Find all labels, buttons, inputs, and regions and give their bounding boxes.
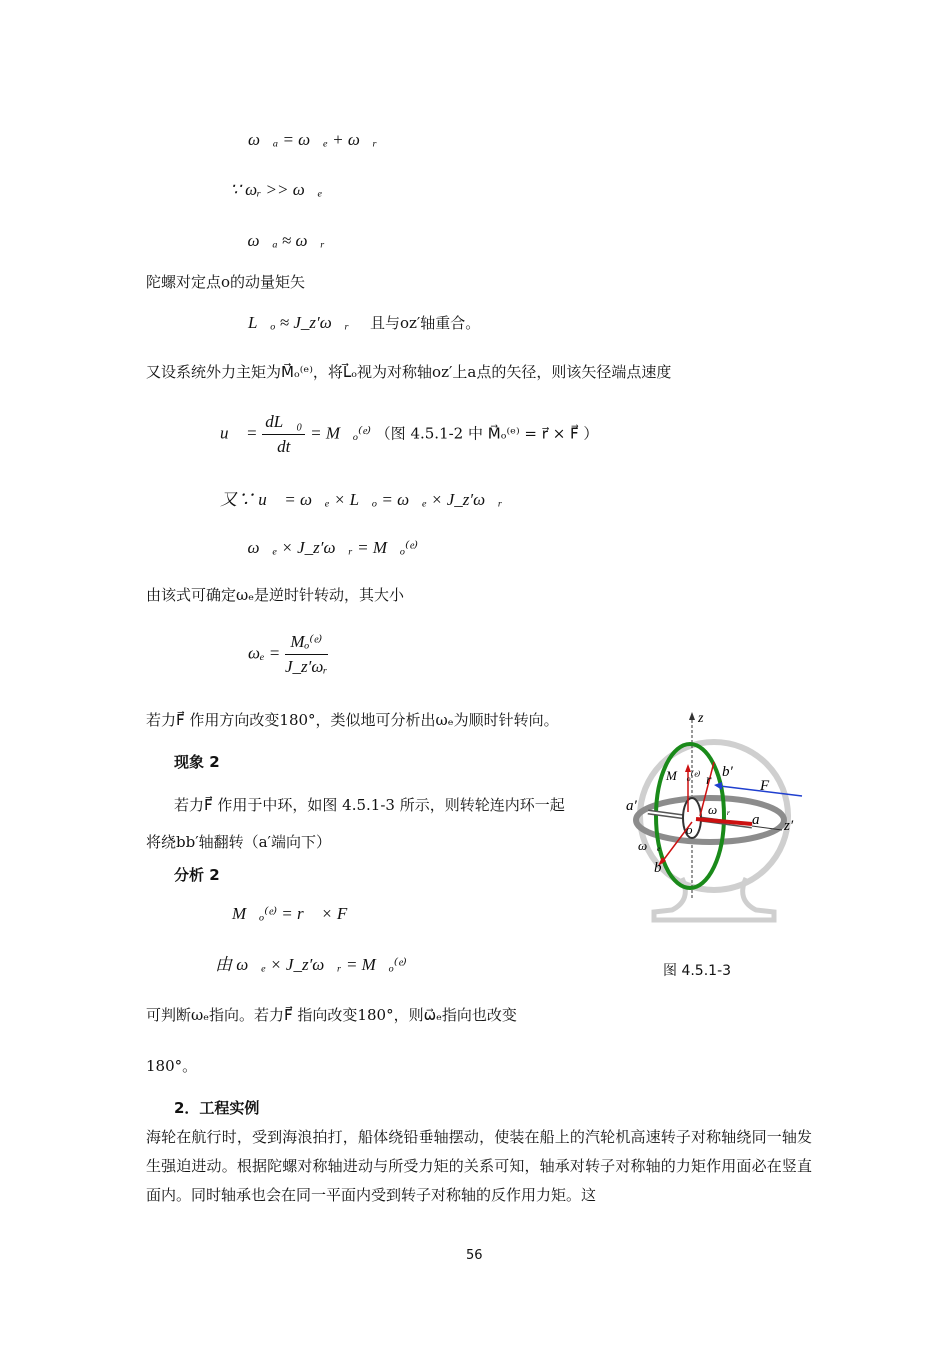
- figure-caption: 图 4.5.1-3: [663, 963, 732, 979]
- equation-u-cross: 又∵ u⃗ = ω⃗ₑ × L⃗ₒ = ω⃗ₑ × J_z′ω⃗ᵣ: [220, 490, 503, 509]
- equation-u-lhs: u⃗ =: [220, 423, 258, 443]
- heading-engineering-example: 2．工程实例: [174, 1099, 260, 1117]
- fraction-denominator: J_z′ωᵣ: [284, 657, 328, 676]
- text-line-180-degree: 180°。: [146, 1057, 198, 1075]
- page-number: 56: [466, 1248, 483, 1263]
- fraction-numerator: Mₒ⁽ᵉ⁾: [285, 630, 328, 655]
- figure-label-F: F⃗: [760, 778, 781, 794]
- equation-L-o-line: [248, 313, 480, 333]
- figure-label-b: b: [654, 860, 662, 876]
- figure-z-arrowhead: [689, 712, 695, 720]
- fraction-denominator: dt: [277, 437, 291, 456]
- equation-omega-e-lhs: ωₑ =: [248, 643, 281, 663]
- equation-omega-e-magnitude: [248, 630, 328, 679]
- text-line-force-middle-ring: 若力F⃗ 作用于中环，如图 4.5.1-3 所示，则转轮连内环一起: [174, 796, 565, 814]
- equation-u-note: （图 4.5.1-2 中 M⃗ₒ⁽ᵉ⁾ = r⃗ × F⃗ ）: [375, 424, 599, 443]
- figure-stand: [654, 878, 774, 920]
- figure-label-zprime: z′: [784, 818, 794, 834]
- equation-u-velocity: [220, 410, 598, 459]
- text-line-counterclockwise: 由该式可确定ωₑ是逆时针转动，其大小: [146, 586, 405, 604]
- equation-omega-a-approx: ∴ ω⃗ₐ ≈ ω⃗ᵣ: [230, 231, 325, 250]
- fraction-M-over-J: [285, 630, 328, 679]
- heading-phenomenon-2: 现象 2: [174, 753, 220, 771]
- text-line-momentum: 陀螺对定点o的动量矩矢: [146, 273, 306, 291]
- equation-from-cross-product: 由 ω⃗ₑ × J_z′ω⃗ᵣ = M⃗ₒ⁽ᵉ⁾: [215, 955, 407, 974]
- figure-label-omega-r: ω⃗ᵣ: [708, 802, 731, 817]
- figure-label-bprime: b′: [722, 764, 733, 780]
- figure-label-omega-e: ω⃗ₑ: [638, 838, 661, 853]
- equation-L-o: L⃗ₒ ≈ J_z′ω⃗ᵣ: [248, 313, 350, 332]
- figure-label-z: z: [698, 711, 704, 726]
- figure-label-aprime: a′: [626, 798, 637, 814]
- heading-analysis-2: 分析 2: [174, 866, 220, 884]
- figure-red-axis-oa: [696, 819, 752, 824]
- equation-omega-r-much-greater: ∵ ωᵣ >> ω⃗ₑ: [230, 180, 323, 199]
- figure-label-r: r⃗: [706, 773, 723, 788]
- figure-label-M: M⃗ₒ⁽ᵉ⁾: [666, 768, 701, 783]
- gyroscope-figure: [612, 700, 812, 928]
- text-line-flip-axis: 将绕bb′轴翻转（a′端向下）: [146, 833, 331, 851]
- equation-L-o-note: 且与oz′轴重合。: [369, 314, 481, 332]
- equation-moment-r-cross-F: M⃗ₒ⁽ᵉ⁾ = r⃗ × F⃗: [232, 904, 361, 923]
- equation-omega-cross-moment: ∴ ω⃗ₑ × J_z′ω⃗ᵣ = M⃗ₒ⁽ᵉ⁾: [230, 538, 418, 557]
- equation-u-mid: = M⃗ₒ⁽ᵉ⁾: [310, 423, 371, 443]
- paragraph-engineering-example: 海轮在航行时，受到海浪拍打，船体绕铅垂轴摆动，使装在船上的汽轮机高速转子对称轴绕同一轴发生强迫进动。根据陀螺对称轴进动与所受力矩的关系可知，轴承对转子对称轴的力矩作用面必在竖直面内。同时轴承也会在同一平面内受到转子对称轴的反作用力矩。这: [146, 1128, 812, 1204]
- figure-label-o: o: [686, 822, 693, 837]
- equation-omega-a: ω⃗ₐ = ω⃗ₑ + ω⃗ᵣ: [248, 130, 378, 149]
- fraction-dL-dt: [262, 410, 305, 459]
- fraction-numerator: dL⃗₀: [262, 410, 305, 435]
- figure-label-a: a: [752, 812, 760, 828]
- text-line-direction-judgement: 可判断ωₑ指向。若力F⃗ 指向改变180°，则ω⃗ₑ指向也改变: [146, 1006, 517, 1024]
- text-line-force-reversed: 若力F⃗ 作用方向改变180°，类似地可分析出ωₑ为顺时针转向。: [146, 711, 559, 729]
- text-line-external-moment: 又设系统外力主矩为M⃗ₒ⁽ᵉ⁾，将L⃗ₒ视为对称轴oz′上a点的矢径，则该矢径端点速度: [146, 363, 672, 381]
